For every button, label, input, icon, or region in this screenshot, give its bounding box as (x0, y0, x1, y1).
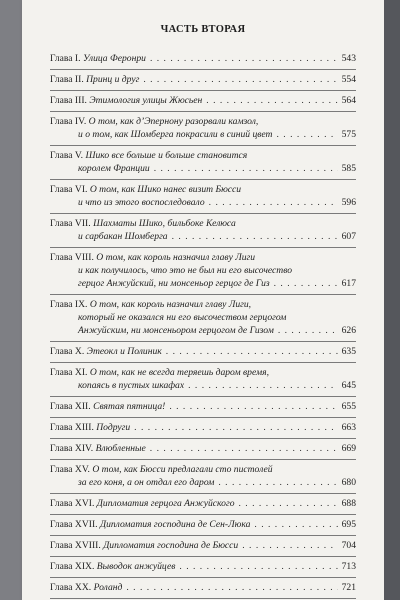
chapter-title: Шахматы Шико, бильбоке Келюса (93, 218, 236, 229)
page-number: 645 (338, 379, 356, 392)
toc-entry (50, 536, 356, 557)
chapter-label: Глава XIII. (50, 422, 94, 433)
toc-entry-line (50, 277, 356, 290)
chapter-title: Этимология улицы Жюсьен (89, 95, 203, 106)
chapter-title: и как получилось, что это не был ни его высочество (78, 265, 293, 276)
chapter-title: который не оказался ни его высочеством герцогом (78, 312, 287, 323)
chapter-title: и о том, как Шомберга покрасили в синий цвет (78, 129, 273, 140)
chapter-title: за его коня, а он отдал его даром (78, 477, 215, 488)
toc-entry (50, 418, 356, 439)
chapter-title: копаясь в пустых шкафах (78, 380, 185, 391)
toc-entry-line (50, 52, 356, 65)
toc-entry-line (50, 518, 356, 531)
chapter-title: Этеокл и Полиник (86, 346, 162, 357)
toc-entry (50, 557, 356, 578)
toc-entry (50, 295, 356, 342)
toc-entry-line (50, 217, 356, 230)
toc-entry-line (50, 476, 356, 489)
page-number: 575 (338, 128, 356, 141)
chapter-label: Глава IX. (50, 299, 88, 310)
toc-entry (50, 180, 356, 214)
page-number: 543 (338, 52, 356, 65)
toc-entry (50, 91, 356, 112)
chapter-title: Принц и друг (86, 74, 140, 85)
chapter-title: Выводок анжуйцев (96, 561, 176, 572)
page-number: 554 (338, 73, 356, 86)
chapter-title: Шико все больше и больше становится (85, 150, 248, 161)
chapter-label: Глава XIV. (50, 443, 94, 454)
toc-entry (50, 494, 356, 515)
chapter-title: герцог Анжуйский, ни монсеньор герцог де Гиз (78, 278, 270, 289)
chapter-title: О том, как Шико нанес визит Бюсси (89, 184, 242, 195)
toc-entry-line (50, 581, 356, 594)
toc-entry-line (50, 345, 356, 358)
page-number: 607 (338, 230, 356, 243)
page-number: 564 (338, 94, 356, 107)
toc-entry-line (50, 94, 356, 107)
chapter-title: Роланд (93, 582, 123, 593)
chapter-label: Глава VI. (50, 184, 88, 195)
chapter-label: Глава XI. (50, 367, 88, 378)
chapter-label: Глава XVI. (50, 498, 95, 509)
toc-entry-line (50, 311, 356, 324)
toc-entry-line (50, 183, 356, 196)
toc-entry-line (50, 463, 356, 476)
page-number: 617 (338, 277, 356, 290)
page-number: 635 (338, 345, 356, 358)
chapter-label: Глава V. (50, 150, 84, 161)
table-of-contents (50, 49, 356, 599)
chapter-title: и сарбакан Шомберга (78, 231, 168, 242)
chapter-label: Глава XX. (50, 582, 92, 593)
toc-entry-line (50, 230, 356, 243)
chapter-title: О том, как не всегда теряешь даром время, (89, 367, 269, 378)
chapter-label: Глава XIX. (50, 561, 95, 572)
chapter-label: Глава IV. (50, 116, 87, 127)
chapter-title: О том, как д’Эпернону разорвали камзол, (88, 116, 259, 127)
book-page (22, 0, 384, 600)
toc-entry (50, 460, 356, 494)
chapter-title: О том, как король назначил главу Лиги (96, 252, 256, 263)
chapter-title: О том, как Бюсси предлагали сто пистолей (92, 464, 273, 475)
toc-entry-line (50, 128, 356, 141)
chapter-title: Дипломатия герцога Анжуйского (96, 498, 235, 509)
toc-entry (50, 439, 356, 460)
page-number: 688 (338, 497, 356, 510)
chapter-title: Улица Феронри (82, 53, 146, 64)
toc-entry-line (50, 264, 356, 277)
toc-entry-line (50, 298, 356, 311)
chapter-title: Влюбленные (95, 443, 146, 454)
chapter-label: Глава XV. (50, 464, 90, 475)
toc-entry-line (50, 442, 356, 455)
page-number: 655 (338, 400, 356, 413)
chapter-title: О том, как король назначил главу Лиги, (89, 299, 252, 310)
chapter-title: Подруги (96, 422, 131, 433)
part-heading: ЧАСТЬ ВТОРАЯ (160, 24, 246, 35)
toc-entry-line (50, 324, 356, 337)
toc-entry (50, 578, 356, 599)
toc-entry-line (50, 73, 356, 86)
toc-entry (50, 363, 356, 397)
page-number: 695 (338, 518, 356, 531)
page-number: 713 (338, 560, 356, 573)
chapter-label: Глава II. (50, 74, 84, 85)
toc-entry-line (50, 497, 356, 510)
toc-entry (50, 515, 356, 536)
chapter-label: Глава VIII. (50, 252, 94, 263)
chapter-title: Святая пятница! (93, 401, 166, 412)
chapter-title: Дипломатия господина де Сен-Люка (99, 519, 251, 530)
toc-entry-line (50, 560, 356, 573)
toc-entry-line (50, 400, 356, 413)
toc-entry-line (50, 379, 356, 392)
page-number: 721 (338, 581, 356, 594)
toc-entry-line (50, 115, 356, 128)
chapter-title: королем Франции (78, 163, 150, 174)
toc-entry-line (50, 251, 356, 264)
page-number: 585 (338, 162, 356, 175)
page-number: 596 (338, 196, 356, 209)
toc-entry (50, 342, 356, 363)
next-page-edge (384, 0, 400, 600)
chapter-label: Глава XVIII. (50, 540, 101, 551)
toc-entry (50, 397, 356, 418)
chapter-label: Глава XVII. (50, 519, 98, 530)
page-number: 669 (338, 442, 356, 455)
toc-entry-line (50, 421, 356, 434)
chapter-label: Глава XII. (50, 401, 91, 412)
toc-entry-line (50, 162, 356, 175)
toc-entry-line (50, 366, 356, 379)
page-number: 663 (338, 421, 356, 434)
chapter-title: Анжуйским, ни монсеньором герцогом де Гизом (78, 325, 274, 336)
chapter-label: Глава VII. (50, 218, 91, 229)
chapter-label: Глава X. (50, 346, 85, 357)
toc-entry (50, 248, 356, 295)
page-number: 626 (338, 324, 356, 337)
toc-entry (50, 49, 356, 70)
page-number: 680 (338, 476, 356, 489)
toc-entry (50, 214, 356, 248)
chapter-label: Глава III. (50, 95, 87, 106)
toc-entry-line (50, 149, 356, 162)
chapter-title: и что из этого воспоследовало (78, 197, 205, 208)
toc-entry-line (50, 539, 356, 552)
toc-entry (50, 70, 356, 91)
chapter-title: Дипломатия господина де Бюсси (103, 540, 239, 551)
chapter-label: Глава I. (50, 53, 81, 64)
toc-entry (50, 112, 356, 146)
toc-entry-line (50, 196, 356, 209)
page-number: 704 (338, 539, 356, 552)
toc-entry (50, 146, 356, 180)
